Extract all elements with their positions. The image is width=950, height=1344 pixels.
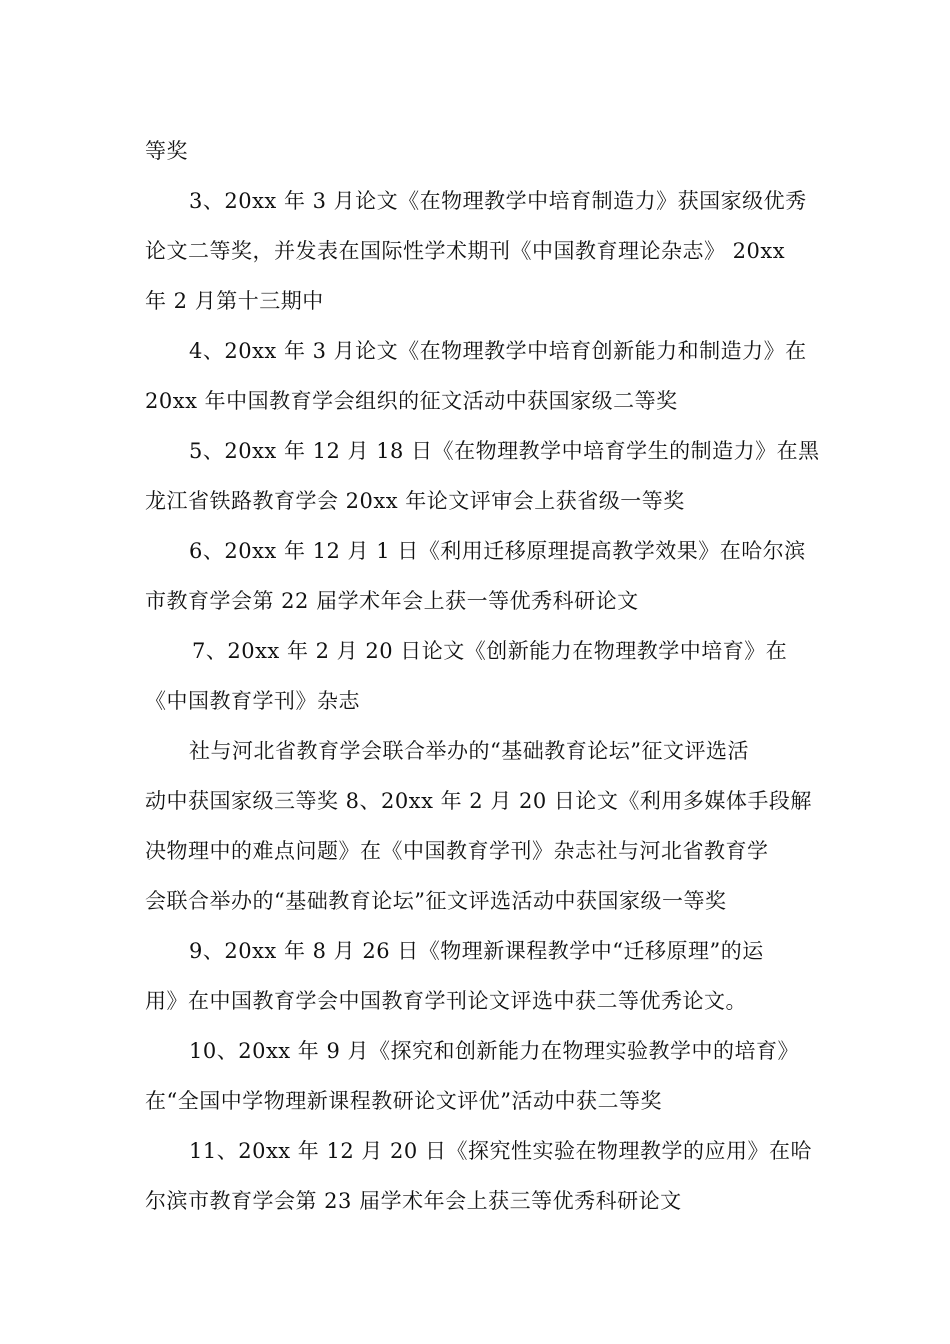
text-line: 龙江省铁路教育学会 20xx 年论文评审会上获省级一等奖 bbox=[145, 489, 685, 513]
award-item-7: 7、20xx 年 2 月 20 日论文《创新能力在物理教学中培育》在 bbox=[192, 639, 788, 663]
award-item-10: 10、20xx 年 9 月《探究和创新能力在物理实验教学中的培育》 bbox=[189, 1039, 800, 1063]
text-line: 决物理中的难点问题》在《中国教育学刊》杂志社与河北省教育学 bbox=[145, 839, 769, 863]
text-line: 市教育学会第 22 届学术年会上获一等优秀科研论文 bbox=[145, 589, 639, 613]
text-line: 论文二等奖，并发表在国际性学术期刊《中国教育理论杂志》 20xx bbox=[145, 239, 786, 263]
award-item-6: 6、20xx 年 12 月 1 日《利用迁移原理提高教学效果》在哈尔滨 bbox=[189, 539, 806, 563]
text-line: 年 2 月第十三期中 bbox=[145, 289, 324, 313]
text-line: 《中国教育学刊》杂志 bbox=[145, 689, 360, 713]
award-item-5: 5、20xx 年 12 月 18 日《在物理教学中培育学生的制造力》在黑 bbox=[189, 439, 820, 463]
text-line: 尔滨市教育学会第 23 届学术年会上获三等优秀科研论文 bbox=[145, 1189, 682, 1213]
award-item-11: 11、20xx 年 12 月 20 日《探究性实验在物理教学的应用》在哈 bbox=[189, 1139, 812, 1163]
text-line: 社与河北省教育学会联合举办的“基础教育论坛”征文评选活 bbox=[189, 739, 749, 763]
text-line: 等奖 bbox=[145, 139, 188, 163]
award-item-3: 3、20xx 年 3 月论文《在物理教学中培育制造力》获国家级优秀 bbox=[189, 189, 807, 213]
text-line: 在“全国中学物理新课程教研论文评优”活动中获二等奖 bbox=[145, 1089, 662, 1113]
award-item-8: 动中获国家级三等奖 8、20xx 年 2 月 20 日论文《利用多媒体手段解 bbox=[145, 789, 812, 813]
text-line: 会联合举办的“基础教育论坛”征文评选活动中获国家级一等奖 bbox=[145, 889, 727, 913]
text-line: 用》在中国教育学会中国教育学刊论文评选中获二等优秀论文。 bbox=[145, 989, 747, 1013]
award-item-4: 4、20xx 年 3 月论文《在物理教学中培育创新能力和制造力》在 bbox=[189, 339, 807, 363]
text-line: 20xx 年中国教育学会组织的征文活动中获国家级二等奖 bbox=[145, 389, 678, 413]
award-item-9: 9、20xx 年 8 月 26 日《物理新课程教学中“迁移原理”的运 bbox=[189, 939, 764, 963]
